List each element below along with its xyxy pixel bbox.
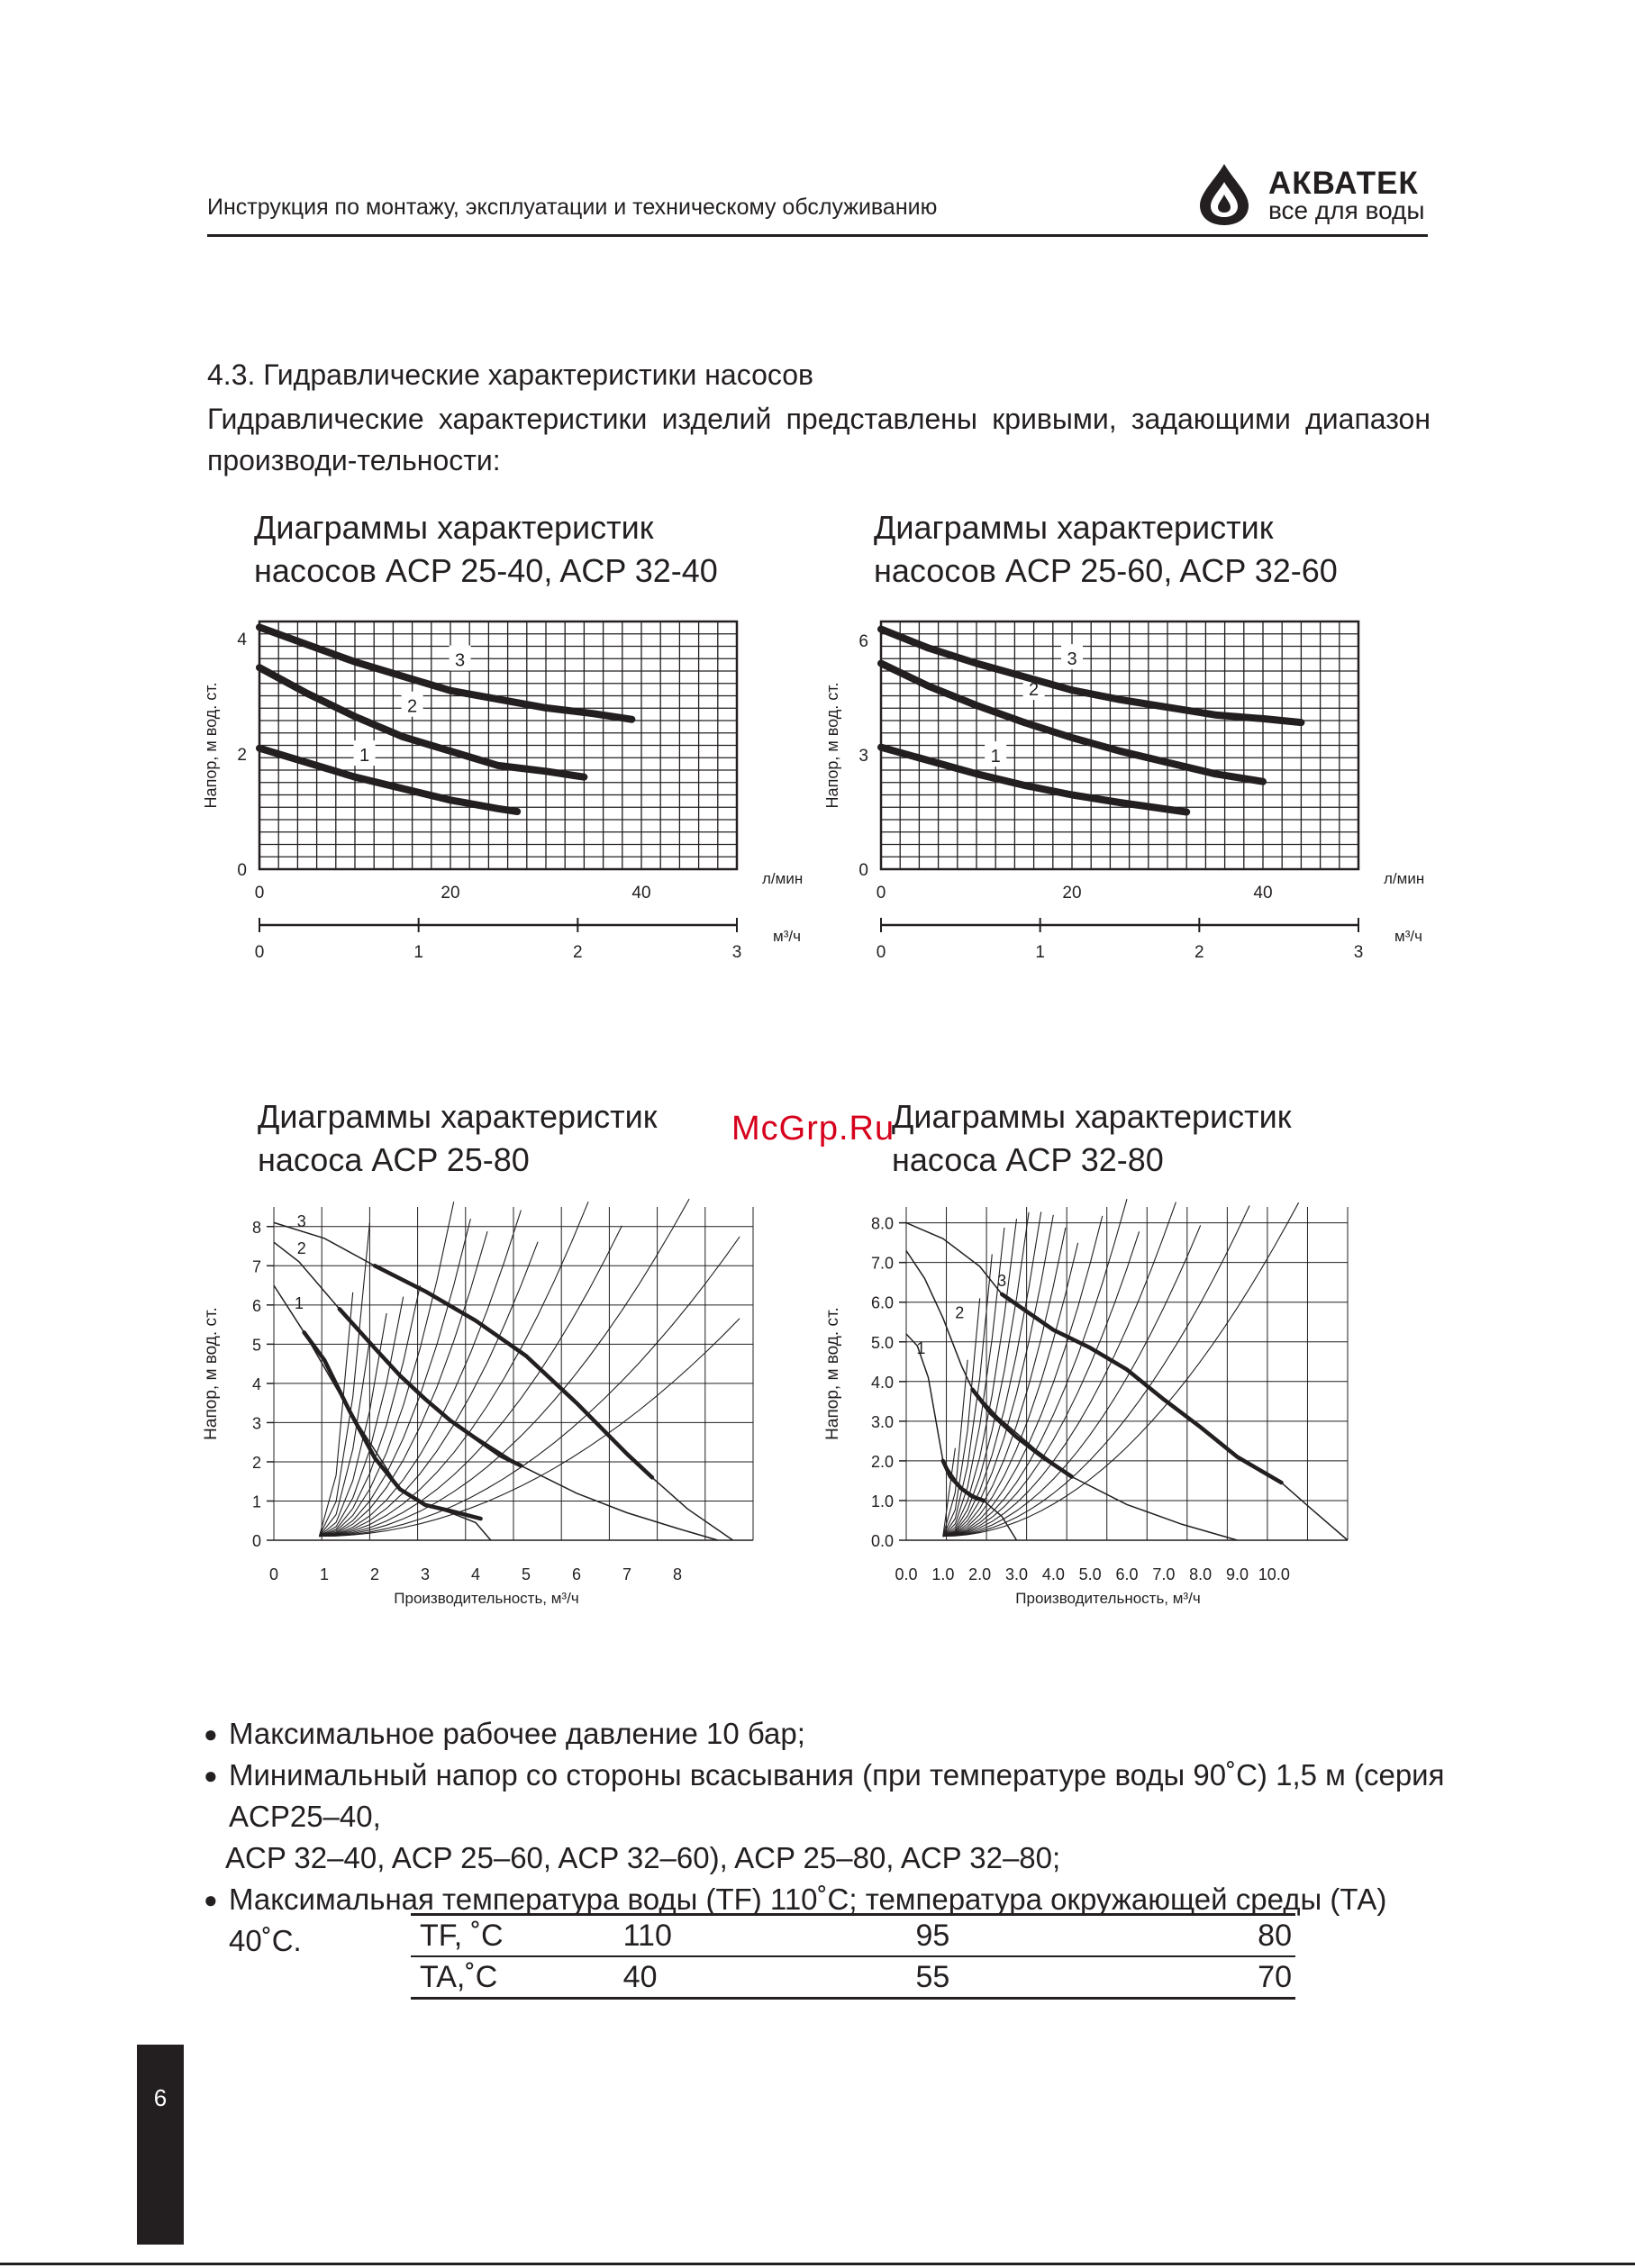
brand-name: АКВАТЕК: [1268, 166, 1419, 201]
water-drop-logo-icon: [1194, 162, 1254, 227]
y-tick-label: 2: [237, 746, 247, 766]
y-axis-label: Напор, м вод. ст.: [202, 1307, 221, 1440]
temperature-table: [411, 1913, 1295, 2000]
series-label-3: 3: [997, 1272, 1007, 1291]
secondary-x-tick-label: 0: [254, 943, 265, 962]
secondary-x-tick-label: 0: [876, 943, 886, 962]
series-label-3: 3: [455, 650, 466, 671]
system-curve: [943, 1225, 1201, 1536]
y-tick-label: 6: [251, 1296, 261, 1315]
secondary-x-tick-label: 1: [413, 943, 423, 962]
system-curve: [319, 1219, 470, 1537]
x-axis-label: л/мин: [762, 870, 804, 887]
x-tick-label: 5.0: [1078, 1565, 1102, 1583]
table-cell: 95: [800, 1915, 1066, 1957]
section-intro: Гидравлические характеристики изделий представлены кривыми, задающими диапазон производи-тельности:: [207, 403, 1431, 476]
x-tick-label: 4.0: [1041, 1565, 1065, 1583]
list-item: ● Максимальная температура воды (TF) 110˚С; температура окружающей среды (ТА) 40˚С.: [204, 1879, 1465, 1962]
series-label-2: 2: [955, 1303, 965, 1322]
y-axis-label: Напор, м вод. ст.: [823, 682, 841, 809]
system-curve: [943, 1206, 1249, 1537]
y-tick-label: 0: [858, 861, 868, 880]
x-tick-label: 0.0: [895, 1565, 918, 1583]
chart-title-acp-25-40: Диаграммы характеристик насосов ACP 25-40, ACP 32-40: [254, 509, 718, 589]
x-tick-label: 6.0: [1115, 1565, 1139, 1583]
table-cell: 80: [1066, 1915, 1295, 1957]
table-cell: 55: [800, 1956, 1066, 1999]
list-item: ACP 32–40, ACP 25–60, ACP 32–60), ACP 25–80, ACP 32–80;: [225, 1841, 1061, 1874]
series-line-3: [259, 627, 631, 719]
y-tick-label: 6: [858, 632, 868, 652]
table-row: [411, 1915, 1295, 1957]
chart-acp-25-80: [180, 1189, 829, 1621]
x-tick-label: 40: [631, 884, 651, 903]
x-tick-label: 8: [672, 1565, 683, 1583]
page-number-tab: [137, 2045, 184, 2245]
series-label-2: 2: [1029, 680, 1040, 701]
pump-curve-full: [906, 1251, 1238, 1541]
x-tick-label: 2: [369, 1565, 380, 1583]
x-tick-label: 0: [268, 1565, 279, 1583]
y-tick-label: 1: [251, 1492, 261, 1511]
y-tick-label: 0.0: [870, 1532, 894, 1550]
y-tick-label: 8.0: [870, 1214, 894, 1233]
page-number: 6: [153, 2084, 168, 2111]
system-curve: [319, 1211, 521, 1537]
series-label-1: 1: [359, 746, 370, 767]
secondary-x-axis-label: м³/ч: [1394, 928, 1422, 945]
x-tick-label: 6: [571, 1565, 582, 1583]
x-tick-label: 0: [254, 884, 265, 903]
series-label-3: 3: [1067, 649, 1077, 670]
series-label-2: 2: [296, 1239, 306, 1258]
y-tick-label: 4: [237, 631, 247, 650]
secondary-x-tick-label: 2: [573, 943, 583, 962]
series-label-1: 1: [916, 1338, 926, 1357]
x-tick-label: 10.0: [1258, 1565, 1290, 1583]
system-curve: [319, 1202, 588, 1536]
y-tick-label: 3: [251, 1414, 261, 1433]
chart-title-acp-25-80: Диаграммы характеристик насоса ACP 25-80: [258, 1098, 658, 1178]
x-tick-label: 20: [1062, 884, 1082, 903]
chart-acp-25-60: [802, 603, 1450, 982]
secondary-x-tick-label: 3: [731, 943, 742, 962]
y-tick-label: 4: [251, 1374, 261, 1393]
system-curve: [943, 1202, 1176, 1537]
brand-slogan: все для воды: [1268, 196, 1425, 224]
y-tick-label: 5.0: [870, 1333, 894, 1352]
chart-acp-25-40: [180, 603, 829, 982]
x-tick-label: 20: [441, 884, 460, 903]
pump-curve-full: [274, 1285, 491, 1540]
y-tick-label: 0: [237, 861, 247, 880]
x-tick-label: 9.0: [1225, 1565, 1249, 1583]
header-divider: [207, 234, 1428, 237]
y-tick-label: 7.0: [870, 1254, 894, 1273]
system-curve: [319, 1202, 453, 1536]
y-tick-label: 2: [251, 1453, 261, 1472]
y-axis-label: Напор, м вод. ст.: [823, 1307, 842, 1440]
secondary-x-tick-label: 1: [1035, 943, 1045, 962]
x-tick-label: 2.0: [968, 1565, 992, 1583]
x-tick-label: 7: [622, 1565, 632, 1583]
table-cell: 110: [623, 1915, 800, 1957]
x-tick-label: 1.0: [931, 1565, 955, 1583]
document-title: Инструкция по монтажу, эксплуатации и техническому обслуживанию: [207, 195, 938, 220]
list-item: ● Минимальный напор со стороны всасывания (при температуре воды 90˚С) 1,5 м (серия ACP25–40,: [204, 1755, 1465, 1837]
list-item: ● Максимальное рабочее давление 10 бар;: [204, 1713, 1465, 1755]
x-axis-label: Производительность, м³/ч: [1015, 1590, 1201, 1607]
watermark: McGrp.Ru: [731, 1110, 895, 1148]
x-tick-label: 8.0: [1189, 1565, 1213, 1583]
system-curve: [319, 1199, 689, 1537]
y-tick-label: 1.0: [870, 1492, 894, 1510]
x-tick-label: 3.0: [1004, 1565, 1029, 1583]
x-tick-label: 4: [470, 1565, 481, 1583]
table-cell: 40: [623, 1956, 800, 1999]
y-tick-label: 4.0: [870, 1373, 894, 1392]
y-tick-label: 7: [251, 1257, 261, 1276]
x-axis-label: л/мин: [1384, 870, 1425, 887]
series-label-1: 1: [990, 747, 1001, 767]
table-cell: TA,˚C: [411, 1956, 623, 1999]
chart-acp-32-80: [802, 1189, 1450, 1621]
system-curve: [319, 1242, 538, 1537]
x-tick-label: 1: [319, 1565, 330, 1583]
footer-divider: [0, 2263, 1635, 2265]
x-axis-label: Производительность, м³/ч: [394, 1590, 579, 1607]
y-tick-label: 8: [251, 1218, 261, 1237]
x-tick-label: 40: [1253, 884, 1273, 903]
y-tick-label: 0: [251, 1532, 261, 1550]
x-tick-label: 7.0: [1152, 1565, 1176, 1583]
series-label-2: 2: [407, 696, 418, 717]
y-tick-label: 6.0: [870, 1293, 894, 1312]
series-line-3: [1002, 1294, 1281, 1483]
chart-title-acp-32-80: Диаграммы характеристик насоса ACP 32-80: [892, 1098, 1292, 1178]
x-tick-label: 3: [420, 1565, 431, 1583]
y-tick-label: 3.0: [870, 1412, 894, 1431]
x-tick-label: 5: [521, 1565, 531, 1583]
section-title: 4.3. Гидравлические характеристики насосов: [207, 358, 814, 391]
secondary-x-tick-label: 3: [1353, 943, 1364, 962]
table-cell: TF, ˚C: [411, 1915, 623, 1957]
x-tick-label: 0: [876, 884, 886, 903]
chart-title-acp-25-60: Диаграммы характеристик насосов ACP 25-60, ACP 32-60: [874, 509, 1338, 589]
y-tick-label: 3: [858, 747, 868, 767]
series-label-3: 3: [296, 1211, 306, 1230]
series-label-1: 1: [294, 1294, 304, 1313]
y-axis-label: Напор, м вод. ст.: [202, 682, 220, 809]
secondary-x-tick-label: 2: [1194, 943, 1204, 962]
table-cell: 70: [1066, 1956, 1295, 1999]
y-tick-label: 2.0: [870, 1452, 894, 1471]
y-tick-label: 5: [251, 1336, 261, 1355]
secondary-x-axis-label: м³/ч: [773, 928, 801, 945]
pump-curve-full: [274, 1222, 733, 1540]
table-row: [411, 1956, 1295, 1999]
